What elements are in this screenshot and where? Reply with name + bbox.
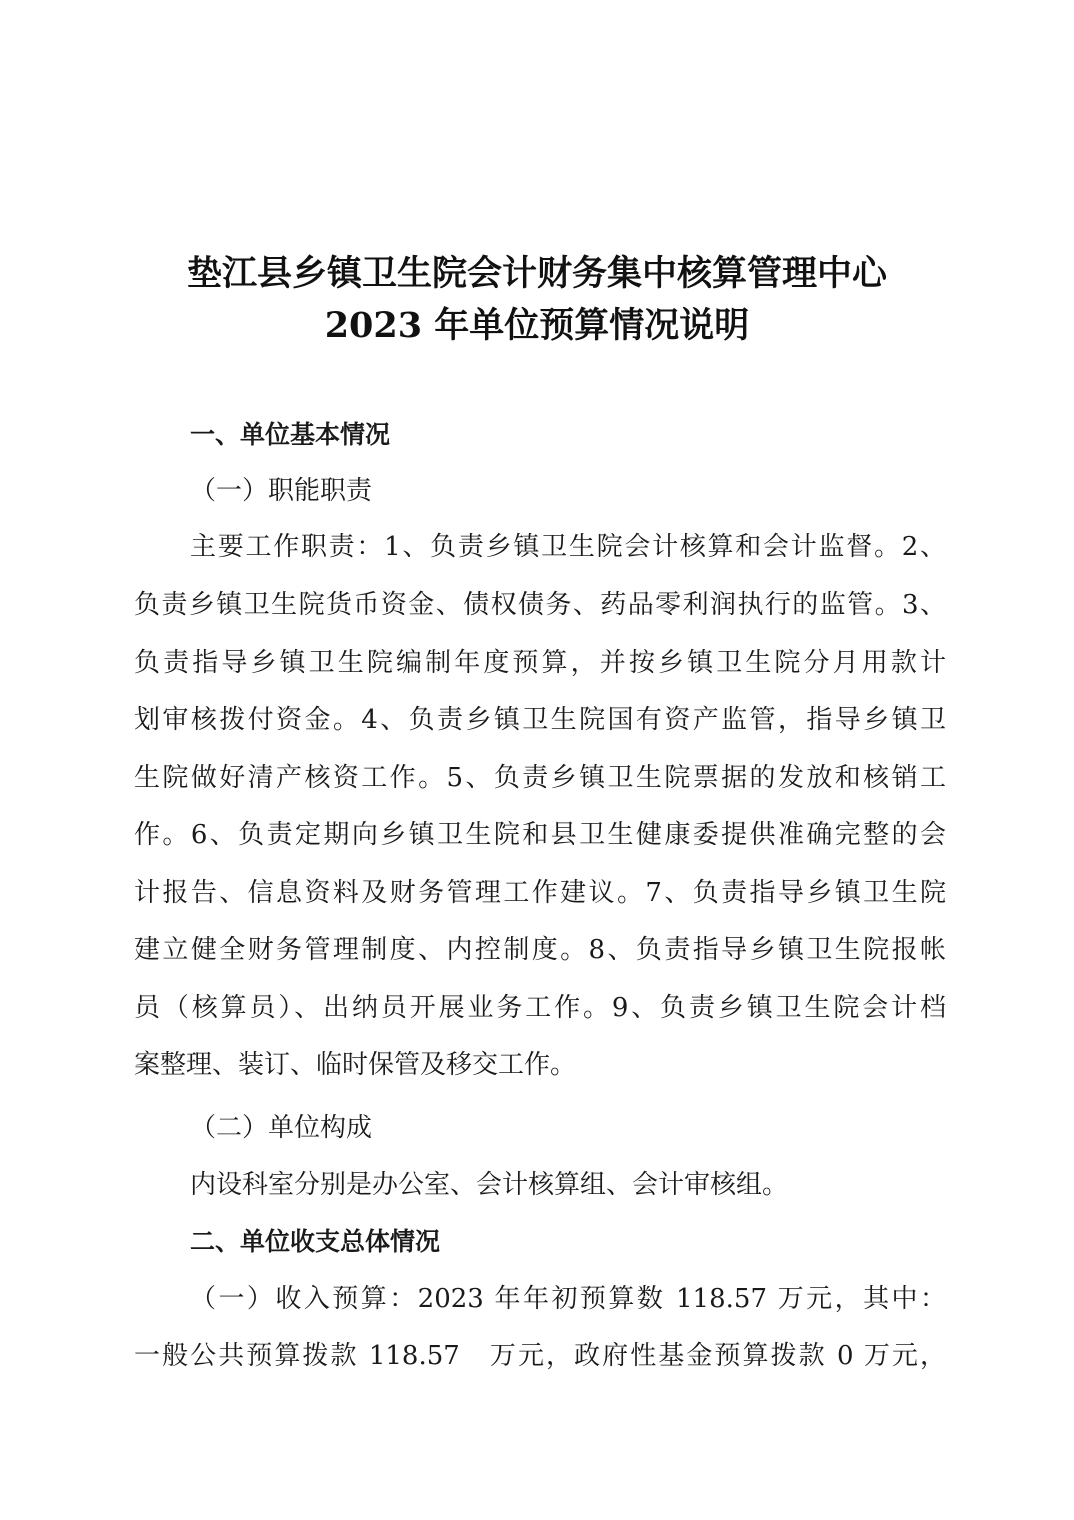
duties-line: 主要工作职责：1、负责乡镇卫生院会计核算和会计监督。2、 bbox=[190, 532, 946, 562]
duties-line: 建立健全财务管理制度、内控制度。8、负责指导乡镇卫生院报帐 bbox=[134, 935, 946, 965]
document-title-line-1: 垫江县乡镇卫生院会计财务集中核算管理中心 bbox=[186, 253, 887, 294]
section-heading-basic-info: 一、单位基本情况 bbox=[190, 420, 391, 449]
subsection-heading-structure: （二）单位构成 bbox=[190, 1113, 373, 1143]
document-title-line-2: 2023 年单位预算情况说明 bbox=[324, 305, 750, 346]
section-heading-income-expense: 二、单位收支总体情况 bbox=[190, 1227, 441, 1256]
duties-line: 负责指导乡镇卫生院编制年度预算，并按乡镇卫生院分月用款计 bbox=[134, 648, 946, 678]
duties-line: 计报告、信息资料及财务管理工作建议。7、负责指导乡镇卫生院 bbox=[134, 878, 946, 908]
duties-line: 生院做好清产核资工作。5、负责乡镇卫生院票据的发放和核销工 bbox=[134, 763, 946, 793]
duties-line: 员（核算员）、出纳员开展业务工作。9、负责乡镇卫生院会计档 bbox=[134, 993, 946, 1023]
duties-line: 负责乡镇卫生院货币资金、债权债务、药品零利润执行的监管。3、 bbox=[134, 590, 946, 620]
income-line: （一）收入预算：2023 年年初预算数 118.57 万元，其中： bbox=[190, 1284, 946, 1314]
duties-line: 案整理、装订、临时保管及移交工作。 bbox=[134, 1050, 577, 1080]
duties-line: 划审核拨付资金。4、负责乡镇卫生院国有资产监管，指导乡镇卫 bbox=[134, 705, 946, 735]
duties-line: 作。6、负责定期向乡镇卫生院和县卫生健康委提供准确完整的会 bbox=[134, 820, 946, 850]
subsection-heading-duties: （一）职能职责 bbox=[190, 476, 373, 506]
income-line: 一般公共预算拨款 118.57 万元，政府性基金预算拨款 0 万元， bbox=[134, 1341, 946, 1371]
structure-text: 内设科室分别是办公室、会计核算组、会计审核组。 bbox=[190, 1170, 789, 1200]
